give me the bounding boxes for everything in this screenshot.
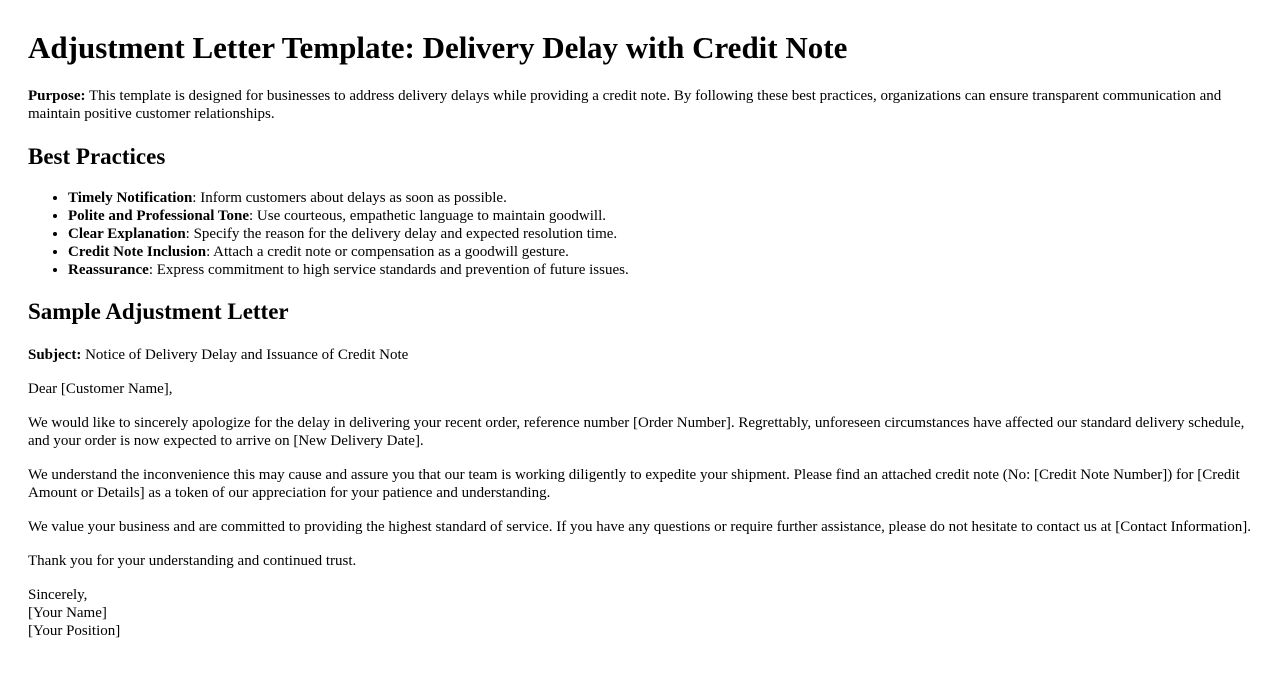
letter-paragraph-apology: We would like to sincerely apologize for the delay in delivering your recent order, reference number [Order Number]. Regrettably, unforeseen circumstances have affected our standard delivery schedule, and your order is now expected to arrive on [New Delivery Date]. (28, 415, 1245, 449)
list-item (68, 225, 1256, 243)
document-page (0, 30, 1278, 640)
purpose-label: Purpose: (28, 88, 86, 104)
list-item-term: Credit Note Inclusion (68, 244, 207, 260)
list-item-text: : Use courteous, empathetic language to maintain goodwill. (249, 208, 606, 224)
list-item-term: Clear Explanation (68, 226, 186, 242)
list-item (68, 243, 1256, 261)
list-item (68, 207, 1256, 225)
purpose-paragraph (28, 87, 1256, 123)
list-item-text: : Express commitment to high service standards and prevention of future issues. (148, 262, 629, 278)
closing-position: [Your Position] (28, 623, 121, 639)
subject-text: Notice of Delivery Delay and Issuance of Credit Note (81, 347, 409, 363)
purpose-text: This template is designed for businesses to address delivery delays while providing a credit note. By following these best practices, organizations can ensure transparent communication and maintain positive customer relationships. (28, 88, 1222, 122)
list-item-text: : Specify the reason for the delivery delay and expected resolution time. (185, 226, 618, 242)
closing-signoff: Sincerely, (28, 587, 88, 603)
letter-closing (28, 586, 1256, 640)
list-item (68, 189, 1256, 207)
list-item-text: : Attach a credit note or compensation as a goodwill gesture. (206, 244, 569, 260)
page-title: Adjustment Letter Template: Delivery Delay with Credit Note (28, 30, 848, 65)
subject-line (28, 346, 1256, 364)
list-item-term: Polite and Professional Tone (68, 208, 249, 224)
letter-paragraph-contact: We value your business and are committed to providing the highest standard of service. If you have any questions or require further assistance, please do not hesitate to contact us at [Contact Information]. (28, 519, 1252, 535)
list-item-term: Timely Notification (68, 190, 193, 206)
list-item (68, 261, 1256, 279)
salutation: Dear [Customer Name], (28, 381, 173, 397)
list-item-term: Reassurance (68, 262, 149, 278)
best-practices-heading: Best Practices (28, 144, 166, 169)
best-practices-list (28, 189, 1256, 279)
list-item-text: : Inform customers about delays as soon as possible. (192, 190, 507, 206)
subject-label: Subject: (28, 347, 82, 363)
closing-name: [Your Name] (28, 605, 107, 621)
sample-letter-heading: Sample Adjustment Letter (28, 299, 289, 324)
letter-paragraph-thanks: Thank you for your understanding and continued trust. (28, 553, 357, 569)
letter-paragraph-credit-note: We understand the inconvenience this may cause and assure you that our team is working diligently to expedite your shipment. Please find an attached credit note (No: [Credit Note Number]) for [Credit Amount or Details] as a token of our appreciation for your patience and understanding. (28, 467, 1240, 501)
